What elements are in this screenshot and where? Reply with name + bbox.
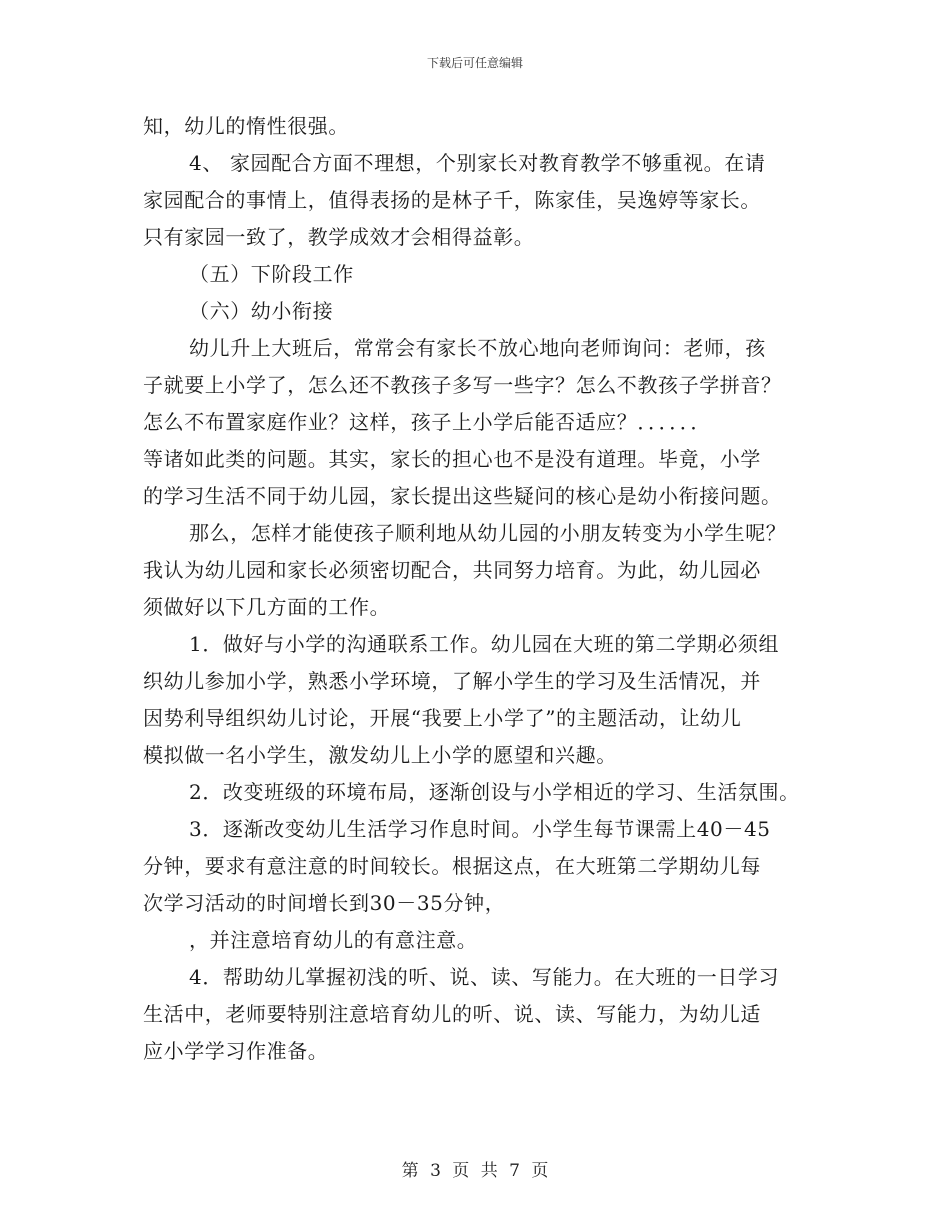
paragraph-line: 幼儿升上大班后，常常会有家长不放心地向老师询问：老师，孩 <box>189 336 766 360</box>
paragraph-line: 知，幼儿的惰性很强。 <box>143 114 349 138</box>
paragraph-line: 因势利导组织幼儿讨论，开展“我要上小学了”的主题活动，让幼儿 <box>143 706 742 730</box>
page-number-footer: 第 3 页 共 7 页 <box>401 1161 549 1181</box>
paragraph-line: 家园配合的事情上，值得表扬的是林子千，陈家佳，吴逸婷等家长。 <box>143 188 761 212</box>
paragraph-line: 怎么不布置家庭作业？这样，孩子上小学后能否适应？．．．．．． <box>143 410 711 434</box>
paragraph-line: 只有家园一致了，教学成效才会相得益彰。 <box>143 225 535 249</box>
paragraph-line: ，并注意培育幼儿的有意注意。 <box>189 928 478 952</box>
paragraph-line: 2．改变班级的环境布局，逐渐创设与小学相近的学习、生活氛围。 <box>189 780 800 804</box>
paragraph-line: 应小学学习作准备。 <box>143 1039 329 1063</box>
paragraph-line: 次学习活动的时间增长到30－35分钟， <box>143 891 506 915</box>
paragraph-line: 生活中，老师要特别注意培育幼儿的听、说、读、写能力，为幼儿适 <box>143 1002 761 1026</box>
paragraph-line: 那么，怎样才能使孩子顺利地从幼儿园的小朋友转变为小学生呢？ <box>189 521 787 545</box>
paragraph-line: 我认为幼儿园和家长必须密切配合，共同努力培育。为此，幼儿园必 <box>143 558 761 582</box>
paragraph-line: 4、 家园配合方面不理想，个别家长对教育教学不够重视。在请 <box>189 151 766 175</box>
paragraph-line: 织幼儿参加小学，熟悉小学环境，了解小学生的学习及生活情况，并 <box>143 669 761 693</box>
page-header-note: 下载后可任意编辑 <box>426 56 523 70</box>
paragraph-line: 子就要上小学了，怎么还不教孩子多写一些字？怎么不教孩子学拼音？ <box>143 373 782 397</box>
paragraph-line: 分钟，要求有意注意的时间较长。根据这点，在大班第二学期幼儿每 <box>143 854 761 878</box>
document-body <box>143 108 833 1070</box>
paragraph-line: 须做好以下几方面的工作。 <box>143 595 391 619</box>
paragraph-line: （六）幼小衔接 <box>189 299 334 323</box>
paragraph-line: 1．做好与小学的沟通联系工作。幼儿园在大班的第二学期必须组 <box>189 632 780 656</box>
paragraph-line: 4．帮助幼儿掌握初浅的听、说、读、写能力。在大班的一日学习 <box>189 965 780 989</box>
paragraph-line: 的学习生活不同于幼儿园，家长提出这些疑问的核心是幼小衔接问题。 <box>143 484 782 508</box>
paragraph-line: 等诸如此类的问题。其实，家长的担心也不是没有道理。毕竟，小学 <box>143 447 761 471</box>
paragraph-line: （五）下阶段工作 <box>189 262 354 286</box>
paragraph-line: 模拟做一名小学生，激发幼儿上小学的愿望和兴趣。 <box>143 743 617 767</box>
paragraph-line: 3．逐渐改变幼儿生活学习作息时间。小学生每节课需上40－45 <box>189 817 771 841</box>
